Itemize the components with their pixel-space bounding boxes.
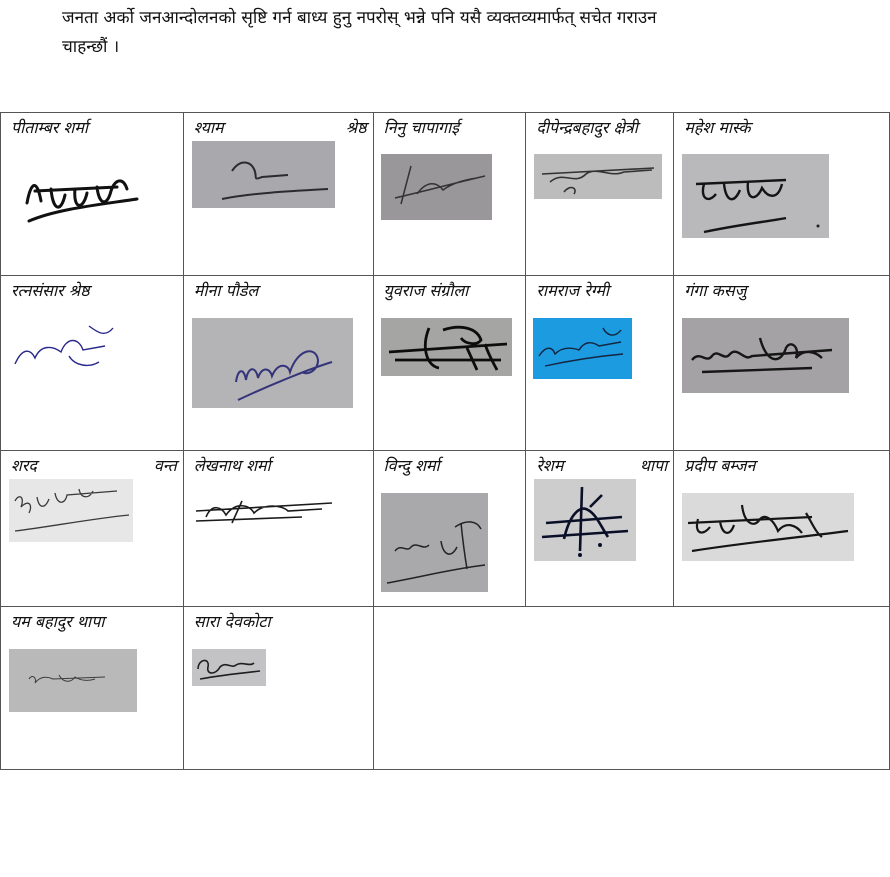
signature-table	[0, 112, 890, 770]
signature-image	[9, 649, 137, 712]
signature-image	[9, 316, 127, 376]
empty-cell	[373, 607, 889, 770]
signature-cell	[373, 451, 526, 607]
signature-row	[1, 276, 890, 451]
signature-cell	[373, 276, 526, 451]
signatory-name: गंगा कसजु	[684, 281, 747, 300]
statement-line-2: चाहन्छौं ।	[62, 37, 120, 57]
signature-cell	[674, 276, 890, 451]
signature-row	[1, 607, 890, 770]
signatory-name: प्रदीप बम्जन	[684, 456, 756, 475]
signatory-name: लेखनाथ शर्मा	[193, 456, 271, 475]
signature-row	[1, 451, 890, 607]
signatory-name: युवराज संग्रौला	[383, 281, 469, 300]
signature-image	[192, 493, 338, 533]
signature-image	[9, 479, 133, 542]
signature-cell	[183, 607, 373, 770]
statement-line-1: जनता अर्को जनआन्दोलनको सृष्टि गर्न बाध्य हुनु नपरोस् भन्ने पनि यसै व्यक्तव्यमार्फत् सचेत गराउन	[62, 8, 657, 28]
signatory-name: मीना पौडेल	[193, 281, 259, 300]
signature-image	[534, 479, 636, 561]
signature-cell	[526, 276, 674, 451]
signature-image	[381, 154, 492, 220]
signature-cell	[526, 451, 674, 607]
signature-image	[381, 493, 488, 592]
signature-image	[682, 154, 829, 238]
signatory-name: रत्नसंसार श्रेष्ठ	[11, 281, 90, 300]
signatory-surname: श्रेष्ठ	[345, 118, 367, 137]
statement-paragraph	[62, 4, 842, 62]
signature-cell	[183, 451, 373, 607]
signatory-name: सारा देवकोटा	[193, 612, 271, 631]
signatory-surname: वन्त	[153, 456, 177, 475]
signature-cell	[674, 113, 890, 276]
signatory-name: निनु चापागाई	[383, 118, 460, 137]
signatory-name: शरद	[11, 456, 37, 475]
signature-image	[17, 161, 143, 236]
signature-image	[381, 318, 512, 376]
signature-row	[1, 113, 890, 276]
signature-image	[682, 318, 849, 393]
signature-cell	[526, 113, 674, 276]
signature-cell	[1, 607, 184, 770]
signature-cell	[183, 276, 373, 451]
signature-image	[192, 141, 335, 208]
signature-image	[192, 318, 353, 408]
signature-cell	[183, 113, 373, 276]
signature-image	[534, 154, 662, 199]
signature-image	[192, 649, 266, 686]
signatory-surname: थापा	[639, 456, 668, 475]
signatory-name: विन्दु शर्मा	[383, 456, 440, 475]
signatory-name: रेशम	[536, 456, 564, 475]
signature-cell	[1, 276, 184, 451]
signatory-name: दीपेन्द्रबहादुर क्षेत्री	[536, 118, 638, 137]
signatory-name: महेश मास्के	[684, 118, 751, 137]
signature-cell	[1, 451, 184, 607]
signature-image	[533, 318, 632, 379]
signatory-name: श्याम	[193, 118, 224, 137]
signature-cell	[373, 113, 526, 276]
signature-cell	[674, 451, 890, 607]
signature-cell	[1, 113, 184, 276]
signatory-name: रामराज रेग्मी	[536, 281, 610, 300]
signature-image	[682, 493, 854, 561]
signatory-name: यम बहादुर थापा	[11, 612, 105, 631]
signatory-name: पीताम्बर शर्मा	[11, 118, 89, 137]
